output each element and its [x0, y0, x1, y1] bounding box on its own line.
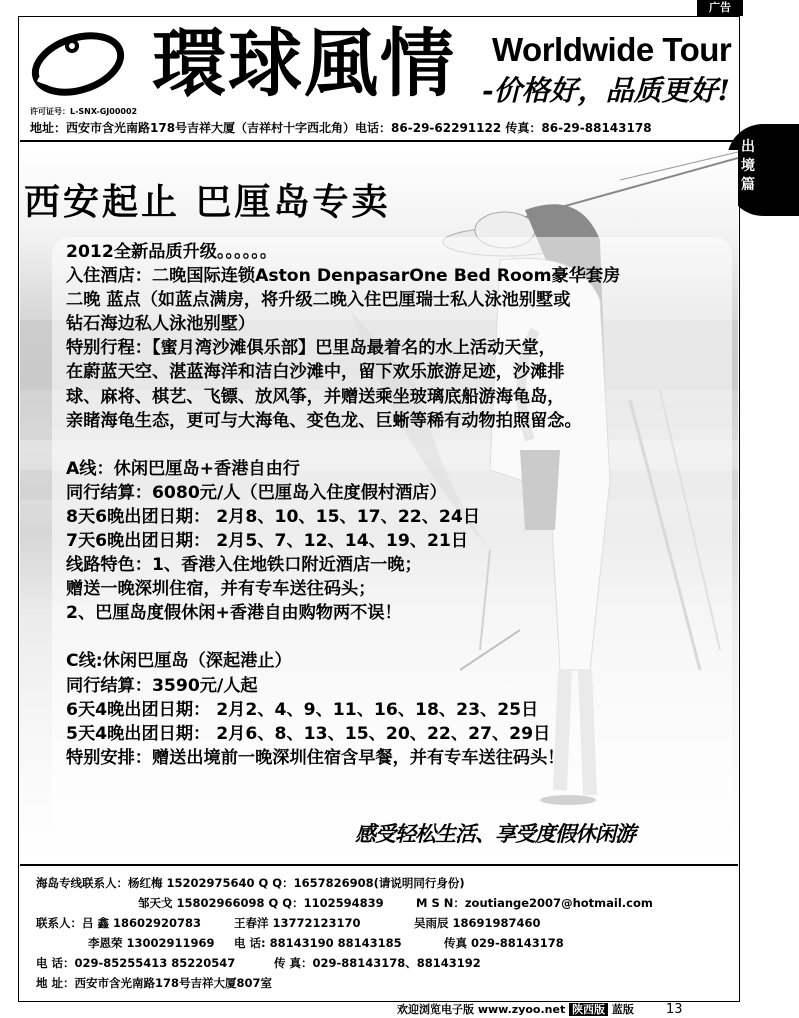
body-line: A线：休闲巴厘岛+香港自由行: [66, 458, 300, 479]
contact-text: M S N：zoutiange2007@hotmail.com: [416, 896, 653, 910]
ad-label: 广告: [697, 0, 743, 16]
body-line: 特别行程：【蜜月湾沙滩俱乐部】巴里岛最着名的水上活动天堂，: [66, 338, 556, 359]
contact-text: 传真 029-88143178: [444, 936, 564, 950]
body-line: 7天6晚出团日期： 2月5、7、12、14、19、21日: [66, 531, 469, 552]
body-line: 球、麻将、棋艺、飞镖、放风筝，并赠送乘坐玻璃底船游海龟岛，: [66, 386, 565, 407]
contact-text: 电 话: 88143190 88143185: [234, 936, 402, 950]
section-tab-label: 出境篇: [741, 139, 755, 193]
body-line: 2、巴厘岛度假休闲+香港自由购物两不误！: [66, 603, 402, 624]
body-line: 6天4晚出团日期： 2月2、4、9、11、16、18、23、25日: [66, 699, 539, 720]
body-line: 2012全新品质升级。。。。。。: [66, 242, 278, 262]
body-line: 5天4晚出团日期： 2月6、8、13、15、20、22、27、29日: [66, 723, 551, 744]
edition-label: 蓝版: [611, 1003, 634, 1016]
promo-headline: 西安起止 巴厘岛专卖: [24, 181, 391, 223]
brand-slogan: -价格好，品质更好!: [482, 74, 730, 107]
brand-english-name: Worldwide Tour: [492, 31, 732, 68]
footer: [397, 1003, 634, 1017]
header-divider: [20, 140, 738, 142]
contact-text: 电 话：029-85255413 85220547: [36, 956, 236, 970]
brand-chinese-name: 環球風情: [152, 21, 456, 107]
body-line: 同行结算：3590元/人起: [66, 675, 258, 696]
company-address: 地址：西安市含光南路178号吉祥大厦（吉祥村十字西北角）电话：86-29-62291122 传真：86-29-88143178: [30, 121, 652, 135]
globe-logo-icon: [28, 24, 128, 100]
contact-text: 李恩荣 13002911969: [88, 936, 215, 950]
body-line: 入住酒店：二晚国际连锁Aston DenpasarOne Bed Room豪华套房: [66, 266, 621, 287]
body-line: 特别安排：赠送出境前一晚深圳住宿含早餐，并有专车送往码头！: [66, 747, 565, 768]
page-number: 13: [666, 1002, 683, 1017]
license-number: 许可证号：L-SNX-GJ00002: [30, 107, 138, 116]
contact-text: 地 址：西安市含光南路178号吉祥大厦807室: [36, 976, 273, 990]
contact-text: 海岛专线联系人：杨红梅 15202975640 Q Q：1657826908(请说明同行身份): [36, 876, 465, 890]
body-line: 亲睹海龟生态，更可与大海龟、变色龙、巨蜥等稀有动物拍照留念。: [66, 410, 582, 431]
body-line: 在蔚蓝天空、湛蓝海洋和洁白沙滩中，留下欢乐旅游足迹，沙滩排: [66, 362, 565, 383]
contact-text: 吴雨辰 18691987460: [414, 916, 541, 930]
body-line: 线路特色：1、香港入住地铁口附近酒店一晚；: [66, 555, 422, 576]
contact-text: 邹天戈 15802966098 Q Q：1102594839: [138, 896, 384, 910]
footer-website: 欢迎浏览电子版 www.zyoo.net: [397, 1003, 566, 1016]
contact-text: 王春洋 13772123170: [234, 916, 361, 930]
body-gap: [66, 625, 620, 649]
contact-text: 联系人：吕 鑫 18602920783: [36, 916, 202, 930]
body-line: 赠送一晚深圳住宿，并有专车送往码头；: [66, 579, 376, 600]
body-gap: [66, 433, 620, 457]
edition-badge: 陕西版: [569, 1003, 608, 1016]
body-line: 钻石海边私人泳池别墅）: [66, 314, 256, 335]
itinerary-text: [66, 240, 620, 770]
body-line: 二晚 蓝点（如蓝点满房，将升级二晚入住巴厘瑞士私人泳池别墅或: [66, 290, 571, 311]
body-line: 8天6晚出团日期： 2月8、10、15、17、22、24日: [66, 506, 481, 527]
promo-tagline: 感受轻松生活、享受度假休闲游: [355, 821, 635, 846]
body-line: 同行结算：6080元/人（巴厘岛入住度假村酒店）: [66, 482, 447, 503]
contacts-divider: [20, 864, 738, 866]
body-line: C线:休闲巴厘岛（深起港止）: [66, 651, 292, 672]
contact-text: 传 真：029-88143178、88143192: [274, 956, 481, 970]
